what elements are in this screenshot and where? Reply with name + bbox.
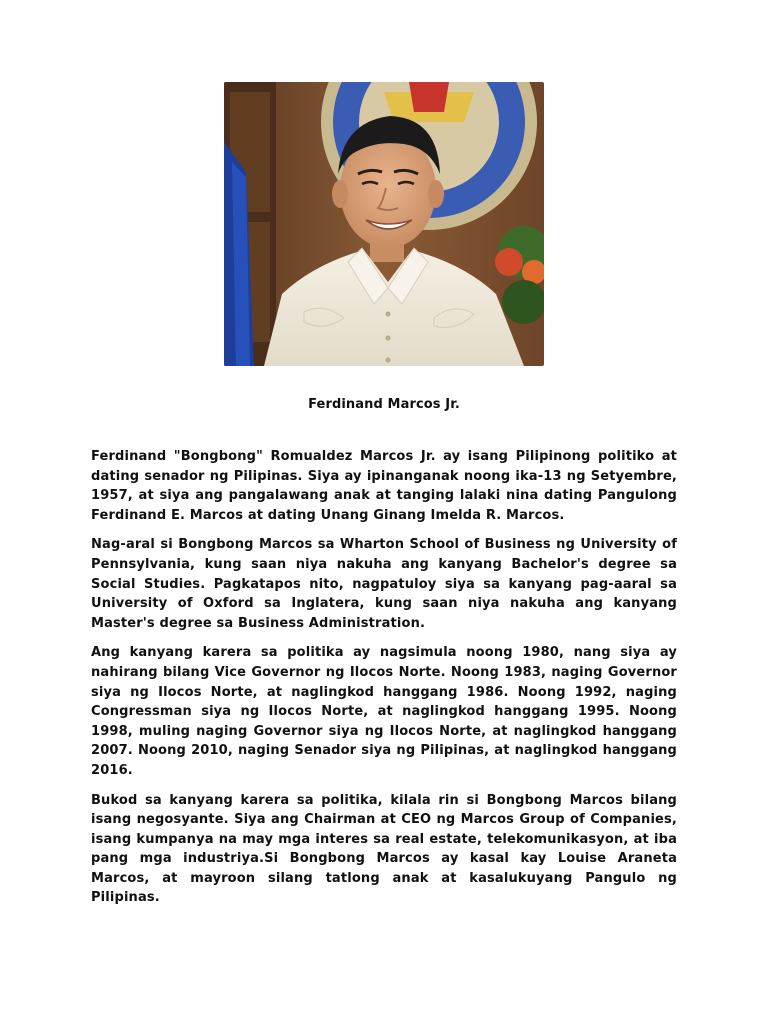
paragraph-1: Ferdinand "Bongbong" Romualdez Marcos Jr. ay isang Pilipinong politiko at dating senador ng Pilipinas. Siya ay ipinanganak noong ika-13 ng Setyembre, 1957, at siya ang pangalawang anak at tanging lalaki nina dating Pangulong Ferdinand E. Marcos at dating Unang Ginang Imelda R. Marcos. [91,449,677,523]
portrait-photo [224,82,544,366]
paragraph-3: Ang kanyang karera sa politika ay nagsimula noong 1980, nang siya ay nahirang bilang Vice Governor ng Ilocos Norte. Noong 1983, naging Governor siya ng Ilocos Norte, at naglingkod hanggang 1986. Noong 1992, naging Congressman siya ng Ilocos Norte, at naglingkod hanggang 1995. Noong 1998, muling naging Governor siya ng Ilocos Norte, at naglingkod hanggang 2007. Noong 2010, naging Senador siya ng Pilipinas, at naglingkod hanggang 2016. [91,645,677,778]
photo-caption: Ferdinand Marcos Jr. [308,397,460,412]
body-text [91,447,677,918]
paragraph-2: Nag-aral si Bongbong Marcos sa Wharton School of Business ng University of Pennsylvania, kung saan niya nakuha ang kanyang Bachelor's degree sa Social Studies. Pagkatapos nito, nagpatuloy siya sa kanyang pag-aaral sa University of Oxford sa Inglatera, kung saan niya nakuha ang kanyang Master's degree sa Business Administration. [91,537,677,631]
paragraph-4: Bukod sa kanyang karera sa politika, kilala rin si Bongbong Marcos bilang isang negosyante. Siya ang Chairman at CEO ng Marcos Group of Companies, isang kumpanya na may mga interes sa real estate, telekomunikasyon, at iba pang mga industriya.Si Bongbong Marcos ay kasal kay Louise Araneta Marcos, at mayroon silang tatlong anak at kasalukuyang Pangulo ng Pilipinas. [91,792,677,906]
